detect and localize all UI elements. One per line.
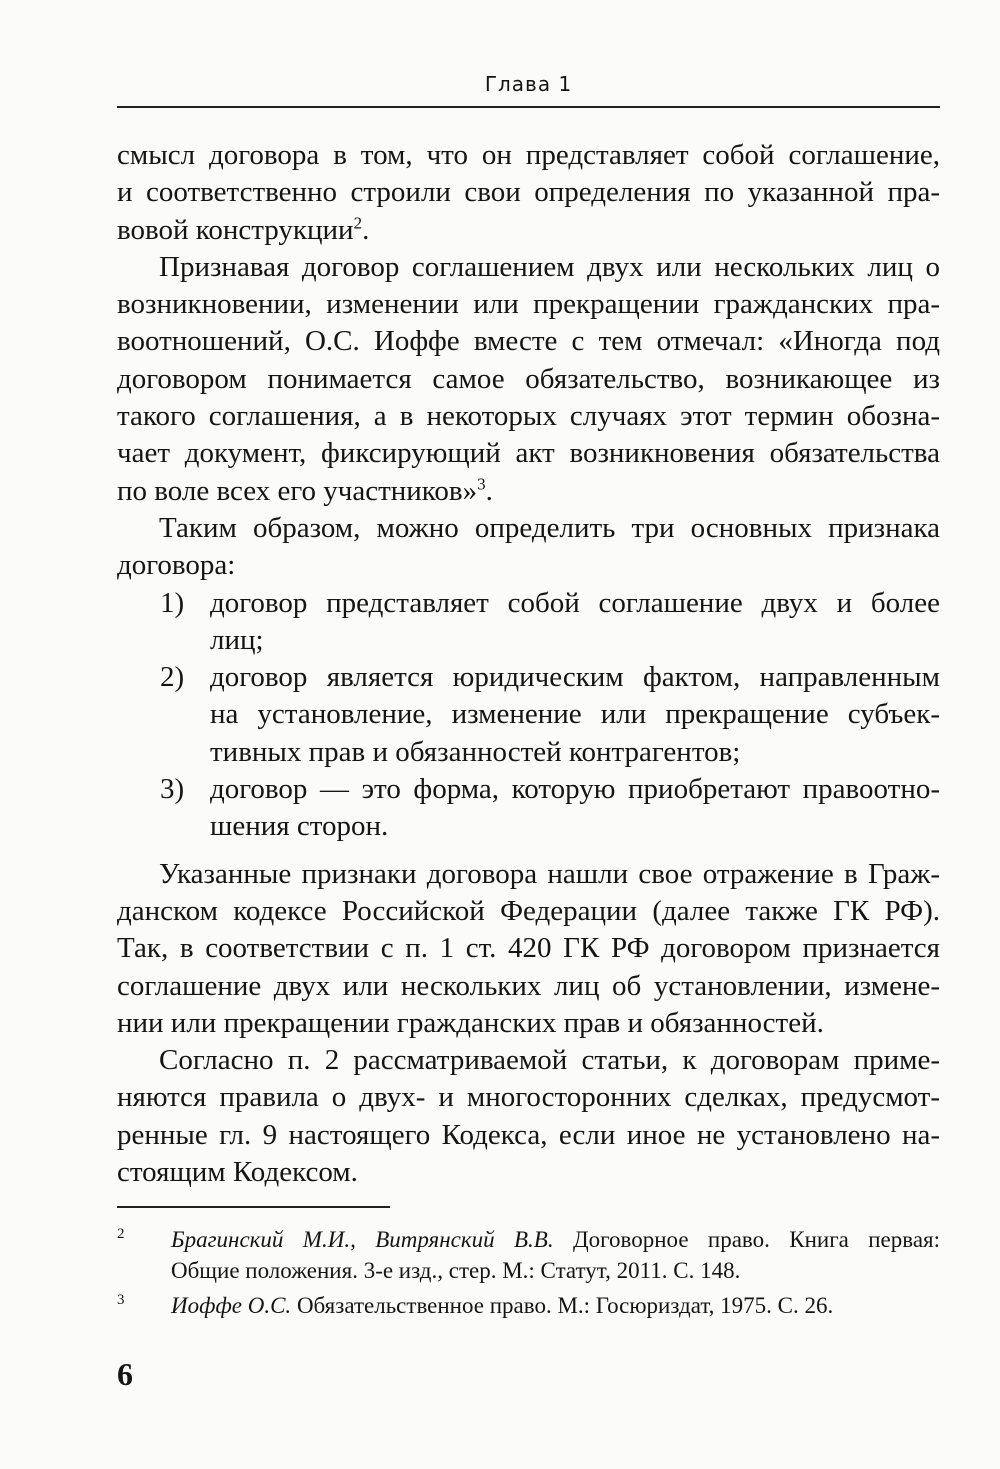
text-line: соглашение двух или нескольких лиц об установлении, измене- bbox=[117, 969, 940, 1002]
header-rule bbox=[117, 106, 940, 108]
text-line: ренные гл. 9 настоящего Кодекса, если иное не установлено на- bbox=[117, 1118, 940, 1151]
list-item bbox=[117, 585, 940, 660]
text-line: воотношений, О.С. Иоффе вместе с тем отмечал: «Иногда под bbox=[117, 325, 940, 358]
list-number: 3) bbox=[160, 773, 185, 806]
text-line: шения сторон. bbox=[210, 810, 389, 843]
text-line: смысл договора в том, что он представляет собой соглашение, bbox=[117, 139, 940, 171]
paragraph-5 bbox=[117, 1042, 940, 1191]
text-line: и соответственно строили свои определения по указанной пра- bbox=[117, 176, 940, 209]
paragraph-4 bbox=[117, 856, 940, 1042]
text-line: Так, в соответствии с п. 1 ст. 420 ГК РФ договором признается bbox=[117, 932, 940, 965]
footnote-line bbox=[171, 1224, 940, 1255]
text-line: Указанные признаки договора нашли свое отражение в Граж- bbox=[159, 857, 940, 890]
text-line bbox=[117, 473, 940, 510]
footnote bbox=[117, 1224, 940, 1286]
text-line: возникновении, изменении или прекращении гражданских пра- bbox=[117, 288, 940, 321]
text-line: няются правила о двух- и многосторонних сделках, предусмот- bbox=[117, 1081, 940, 1114]
paragraph-2 bbox=[117, 249, 940, 510]
text: вовой конструкции bbox=[117, 213, 354, 246]
footnote-line: Общие положения. 3-е изд., стер. М.: Статут, 2011. С. 148. bbox=[171, 1258, 741, 1283]
text-line: Согласно п. 2 рассматриваемой статьи, к договорам приме- bbox=[159, 1044, 940, 1077]
text-line: договор представляет собой соглашение двух и более bbox=[210, 586, 940, 619]
main-text bbox=[117, 137, 940, 1191]
text-line: Признавая договор соглашением двух или нескольких лиц о bbox=[159, 250, 940, 283]
footnote-rule bbox=[117, 1206, 390, 1208]
footnote-ref: 2 bbox=[353, 212, 363, 232]
text-line: такого соглашения, а в некоторых случаях этот термин обозна- bbox=[117, 400, 940, 433]
text-line: стоящим Кодексом. bbox=[117, 1156, 358, 1189]
list-item bbox=[117, 659, 940, 771]
text-line: договор — это форма, которую приобретают правоотно- bbox=[210, 773, 940, 806]
text-line bbox=[117, 212, 940, 249]
footnote-line bbox=[171, 1290, 940, 1321]
footnote-authors: Брагинский М.И., Витрянский В.В. bbox=[171, 1227, 554, 1252]
text-line: нии или прекращении гражданских прав и обязанностей. bbox=[117, 1006, 824, 1039]
list-number: 2) bbox=[160, 661, 185, 694]
footnote-authors: Иоффе О.С. bbox=[171, 1293, 292, 1318]
text-line: данском кодексе Российской Федерации (далее также ГК РФ). bbox=[117, 894, 940, 927]
text-line: на установление, изменение или прекращение субъек- bbox=[210, 698, 940, 731]
text: . bbox=[485, 474, 493, 507]
text: Договорное право. Книга первая: bbox=[553, 1227, 940, 1252]
paragraph-1 bbox=[117, 137, 940, 249]
text-line: договора: bbox=[117, 549, 236, 582]
text: Обязательственное право. М.: Госюриздат, 1975. С. 26. bbox=[291, 1293, 834, 1318]
text-line: тивных прав и обязанностей контрагентов; bbox=[210, 735, 741, 768]
footnote-number: 3 bbox=[117, 1292, 125, 1308]
text: по воле всех его участников» bbox=[117, 474, 478, 507]
footnote-ref: 3 bbox=[477, 474, 486, 494]
running-header: Глава 1 bbox=[484, 72, 573, 96]
text-line: Таким образом, можно определить три основных признака bbox=[159, 511, 940, 544]
page-number: 6 bbox=[117, 1356, 133, 1392]
numbered-list bbox=[117, 585, 940, 846]
text-line: договор является юридическим фактом, направленным bbox=[210, 661, 940, 694]
list-item bbox=[117, 771, 940, 846]
footnotes bbox=[117, 1224, 940, 1325]
paragraph-3 bbox=[117, 510, 940, 585]
footnote-number: 2 bbox=[117, 1226, 125, 1242]
text: . bbox=[362, 213, 370, 246]
text-line: лиц; bbox=[210, 623, 264, 656]
text-line: договором понимается самое обязательство, возникающее из bbox=[117, 362, 940, 395]
text-line: чает документ, фиксирующий акт возникновения обязательства bbox=[117, 437, 940, 470]
list-number: 1) bbox=[160, 586, 185, 619]
footnote bbox=[117, 1290, 940, 1321]
